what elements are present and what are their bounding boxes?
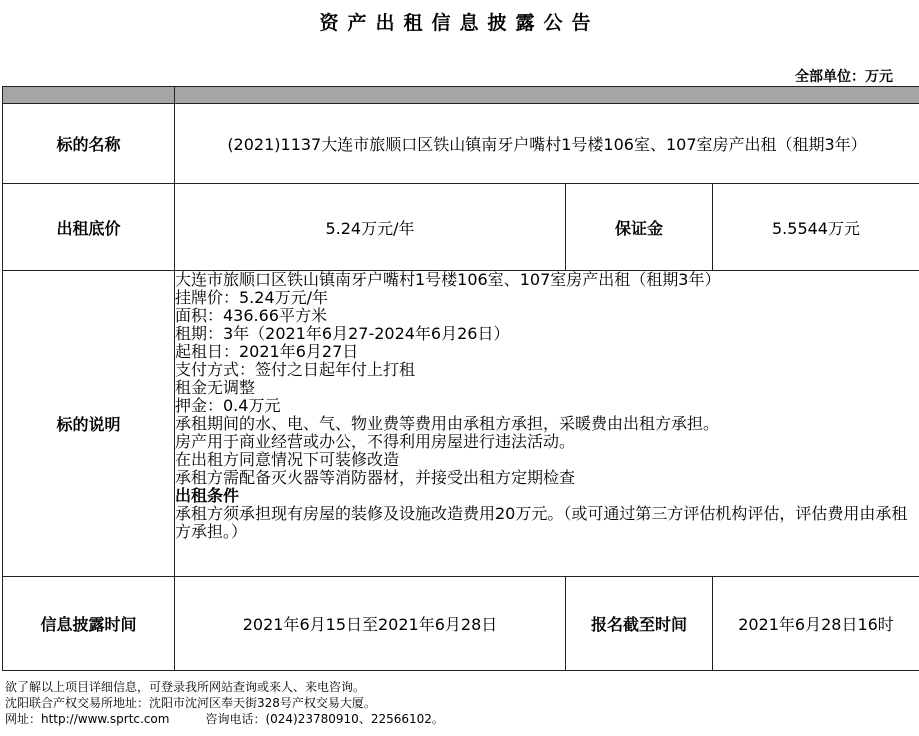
price-label: 出租底价 (3, 184, 175, 271)
announcement-table (2, 86, 919, 671)
disclosure-label: 信息披露时间 (3, 577, 175, 671)
name-row (3, 104, 919, 184)
price-value: 5.24万元/年 (175, 184, 566, 271)
footer-address-line: 沈阳联合产权交易所地址：沈阳市沈河区奉天街328号产权交易大厦。 (5, 696, 376, 710)
deposit-value: 5.5544万元 (713, 184, 919, 271)
price-row (3, 184, 919, 271)
deadline-label: 报名截至时间 (566, 577, 713, 671)
name-value: (2021)1137大连市旅顺口区铁山镇南牙户嘴村1号楼106室、107室房产出租（租期3年） (175, 104, 919, 184)
description-line: 押金：0.4万元 (175, 396, 281, 415)
conditions-title: 出租条件 (175, 486, 240, 505)
deposit-label: 保证金 (566, 184, 713, 271)
footer-contact-line: 网址：http://www.sprtc.com 咨询电话：(024)23780910、22566102。 (5, 712, 444, 726)
description-line: 租期：3年（2021年6月27-2024年6月26日） (175, 324, 510, 343)
description-line: 承租方需配备灭火器等消防器材，并接受出租方定期检查 (175, 468, 576, 487)
description-cell (175, 271, 919, 577)
header-bar-cell (3, 87, 175, 104)
conditions-text: 承租方须承担现有房屋的装修及设施改造费用20万元。（或可通过第三方评估机构评估，评估费用由承租方承担。） (175, 504, 908, 541)
time-row (3, 577, 919, 671)
disclosure-value: 2021年6月15日至2021年6月28日 (175, 577, 566, 671)
description-line: 在出租方同意情况下可装修改造 (175, 450, 400, 469)
unit-note: 全部单位：万元 (795, 69, 893, 85)
description-row (3, 271, 919, 577)
description-line: 起租日：2021年6月27日 (175, 342, 359, 361)
description-line: 挂牌价：5.24万元/年 (175, 288, 329, 307)
description-label: 标的说明 (3, 271, 175, 577)
deadline-value: 2021年6月28日16时 (713, 577, 919, 671)
page-title: 资产出租信息披露公告 (319, 12, 600, 34)
description-line: 大连市旅顺口区铁山镇南牙户嘴村1号楼106室、107室房产出租（租期3年） (175, 270, 721, 289)
description-line: 承租期间的水、电、气、物业费等费用由承租方承担，采暖费由出租方承担。 (175, 414, 720, 433)
description-line: 房产用于商业经营或办公，不得利用房屋进行违法活动。 (175, 432, 576, 451)
footer-info-line: 欲了解以上项目详细信息，可登录我所网站查询或来人、来电咨询。 (5, 680, 366, 694)
footer (5, 679, 444, 727)
header-bar-cell (175, 87, 919, 104)
name-label: 标的名称 (3, 104, 175, 184)
description-line: 租金无调整 (175, 378, 256, 397)
description-line: 支付方式：签付之日起年付上打租 (175, 360, 416, 379)
header-bar-row (3, 87, 919, 104)
description-line: 面积：436.66平方米 (175, 306, 327, 325)
